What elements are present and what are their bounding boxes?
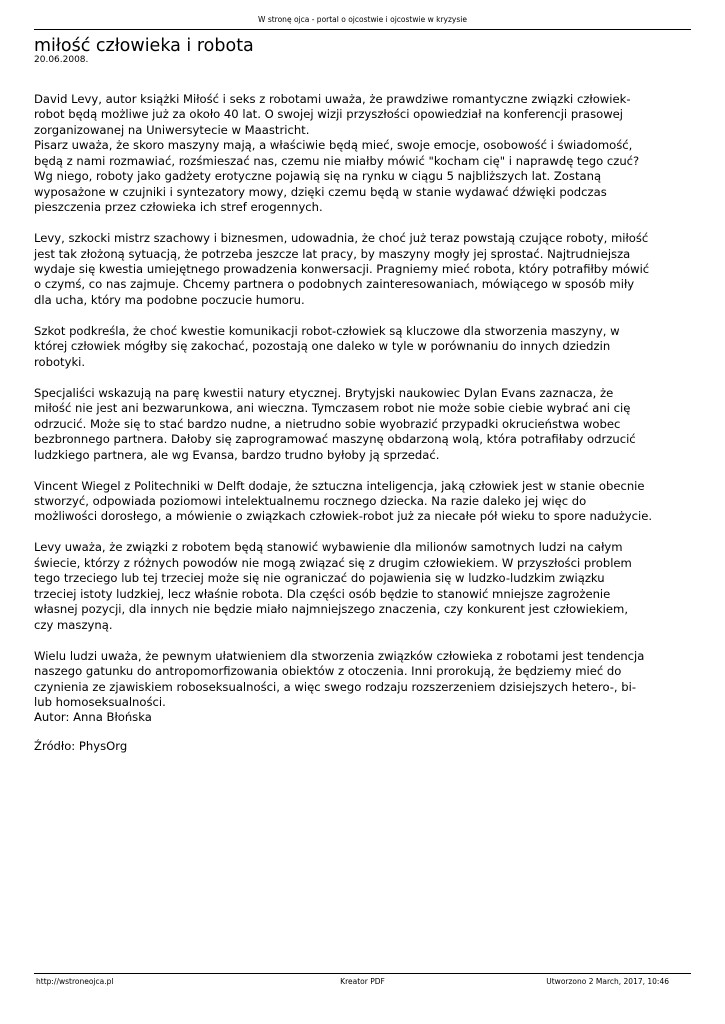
paragraph-line: własnej pozycji, dla innych nie będzie miało najmniejszego znaczenia, czy konkurent jest człowiekiem, (34, 602, 629, 617)
article-paragraph (34, 540, 689, 633)
paragraph-line: stworzyć, odpowiada poziomowi intelektualnemu rocznego dziecka. Na razie daleko jej więc do (34, 493, 587, 508)
article-paragraph (34, 231, 689, 308)
paragraph-line: ludzkiego partnera, ale wg Evansa, bardzo trudno byłoby ją sprzedać. (34, 447, 440, 462)
paragraph-line: Szkot podkreśla, że choć kwestie komunikacji robot-człowiek są kluczowe dla stworzenia maszyny, w (34, 323, 620, 338)
paragraph-line: której człowiek mógłby się zakochać, pozostają one daleko w tyle w porównaniu do innych dziedzin (34, 339, 611, 354)
article-date: 20.06.2008. (34, 55, 89, 65)
paragraph-line: będą z nami rozmawiać, rozśmieszać nas, czemu nie miałby mówić "kocham cię" i naprawdę tego czuć? (34, 153, 640, 168)
article-paragraph (34, 386, 689, 463)
paragraph-line: David Levy, autor książki Miłość i seks z robotami uważa, że prawdziwe romantyczne związki człowiek- (34, 92, 631, 106)
paragraph-line: naszego gatunku do antropomorfizowania obiektów z otoczenia. Inni prorokują, że będziemy mieć do (34, 664, 622, 679)
paragraph-line: wyposażone w czujniki i syntezatory mowy, dzięki czemu będą w stanie wydawać dźwięki podczas (34, 184, 607, 199)
paragraph-line: wydaje się kwestia umiejętnego prowadzenia konwersacji. Pragniemy mieć robota, który potrafiłby mówić (34, 262, 650, 277)
footer-created: Utworzono 2 March, 2017, 10:46 (546, 977, 669, 986)
paragraph-line: Wielu ludzi uważa, że pewnym ułatwieniem dla stworzenia związków człowieka z robotami jest tendencja (34, 648, 645, 663)
article-source: Źródło: PhysOrg (34, 739, 128, 753)
paragraph-line: pieszczenia przez człowieka ich stref erogennych. (34, 200, 323, 215)
article-author: Autor: Anna Błońska (34, 710, 152, 724)
header-divider (34, 29, 691, 30)
paragraph-line: bezbronnego partnera. Dałoby się zaprogramować maszynę obdarzoną wolą, która potrafiłaby odrzucić (34, 432, 636, 447)
paragraph-line: robotyki. (34, 354, 86, 369)
paragraph-line: tego trzeciego lub tej trzeciej może się nie ograniczać do pojawienia się w ludzko-ludzkim związku (34, 571, 605, 586)
paragraph-line: o czymś, co nas zajmuje. Chcemy partnera o podobnych zainteresowaniach, mówiącego w sposób miły (34, 277, 635, 292)
paragraph-line: trzeciej istoty ludzkiej, lecz właśnie robota. Dla części osób będzie to stanowić mniejsze zagrożenie (34, 586, 611, 601)
paragraph-line: możliwości dorosłego, a mówienie o związkach człowiek-robot już za niecałe pół wieku to spore nadużycie. (34, 509, 653, 524)
paragraph-line: zorganizowanej na Uniwersytecie w Maastricht. (34, 122, 310, 137)
paragraph-line: Levy, szkocki mistrz szachowy i biznesmen, udowadnia, że choć już teraz powstają czujące roboty, miłość (34, 231, 649, 246)
paragraph-line: miłość nie jest ani bezwarunkowa, ani wieczna. Tymczasem robot nie może sobie ciebie wybrać ani cię (34, 401, 631, 416)
paragraph-line: czynienia ze zjawiskiem roboseksualności, a więc swego rodzaju rozszerzeniem dzisiejszych hetero-, bi- (34, 679, 637, 694)
paragraph-line: jest tak złożoną sytuacją, że potrzeba jeszcze lat pracy, by maszyny mogły jej sprostać. Najtrudniejsza (34, 246, 631, 261)
paragraph-line: świecie, którzy z różnych powodów nie mogą związać się z drugim człowiekiem. W przyszłości problem (34, 555, 632, 570)
article-paragraph (34, 92, 689, 216)
paragraph-line: Pisarz uważa, że skoro maszyny mają, a właściwie będą mieć, swoje emocje, osobowość i świadomość, (34, 138, 633, 153)
footer-generator: Kreator PDF (340, 977, 385, 986)
paragraph-line: robot będą możliwe już za około 40 lat. O swojej wizji przyszłości opowiedział na konferencji prasowej (34, 107, 624, 122)
paragraph-line: czy maszyną. (34, 617, 113, 632)
paragraph-line: odrzucić. Może się to stać bardzo nudne, a nietrudno sobie wyobrazić przypadki okrucieństwa wobec (34, 416, 621, 431)
footer-divider (34, 973, 691, 974)
site-header: W stronę ojca - portal o ojcostwie i ojcostwie w kryzysie (258, 15, 467, 24)
article-paragraph (34, 649, 689, 711)
paragraph-line: dla ucha, który ma podobne poczucie humoru. (34, 292, 305, 307)
footer-url[interactable]: http://wstroneojca.pl (36, 977, 114, 986)
article-paragraph (34, 324, 689, 370)
paragraph-line: Vincent Wiegel z Politechniki w Delft dodaje, że sztuczna inteligencja, jaką człowiek jest w stanie obecnie (34, 478, 645, 493)
paragraph-line: Specjaliści wskazują na parę kwestii natury etycznej. Brytyjski naukowiec Dylan Evans zaznacza, że (34, 385, 614, 400)
article-paragraph (34, 479, 689, 525)
paragraph-line: Wg niego, roboty jako gadżety erotyczne pojawią się na rynku w ciągu 5 najbliższych lat. Zostaną (34, 169, 602, 184)
paragraph-line: lub homoseksualności. (34, 694, 166, 709)
article-title: miłość człowieka i robota (34, 36, 254, 56)
article-body (34, 92, 689, 726)
paragraph-line: Levy uważa, że związki z robotem będą stanowić wybawienie dla milionów samotnych ludzi na całym (34, 540, 623, 555)
